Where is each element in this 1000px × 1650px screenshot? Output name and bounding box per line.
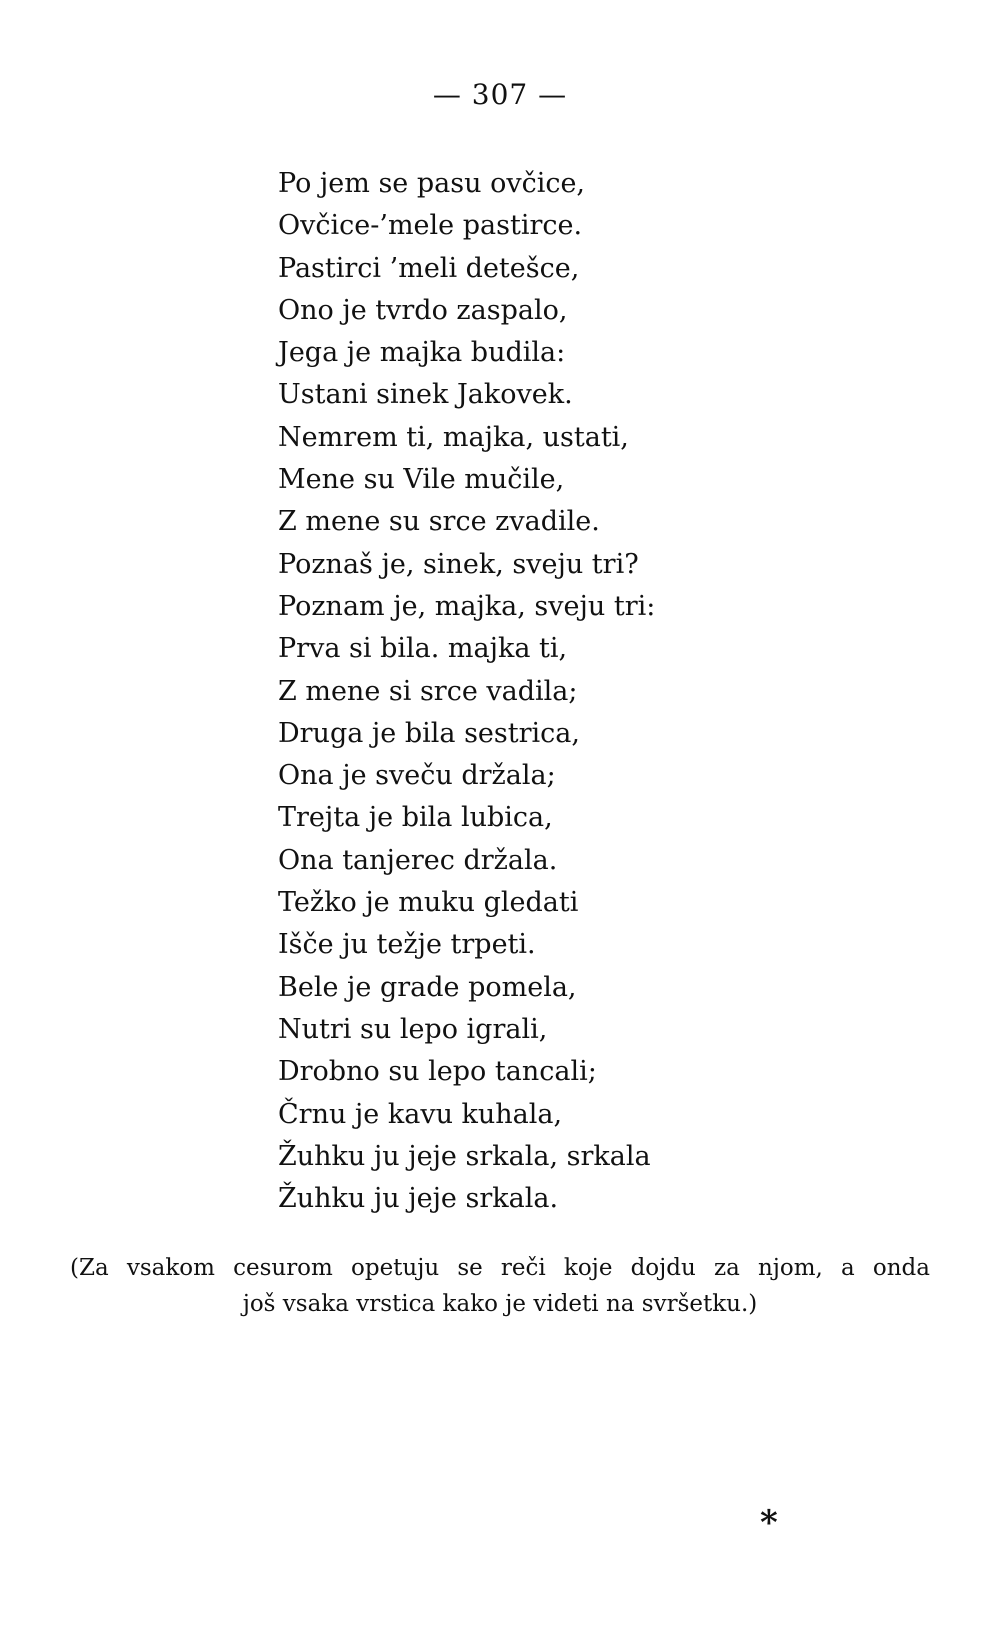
poem-line: Po jem se pasu ovčice, (278, 168, 586, 199)
poem-line: Žuhku ju jeje srkala. (278, 1183, 559, 1215)
poem-line: Ustani sinek Jakovek. (278, 379, 573, 411)
poem-line: Trejta je bila lubica, (278, 802, 553, 834)
poem-line: Ona tanjerec držala. (278, 844, 558, 876)
poem-line: Mene su Vile mučile, (278, 464, 565, 496)
poem-line: Drobno su lepo tancali; (278, 1056, 597, 1088)
poem-line: Poznaš je, sinek, sveju tri? (278, 548, 639, 580)
end-asterisk: * (760, 1503, 778, 1543)
poem-line: Z mene su srce zvadile. (278, 506, 600, 538)
poem-text (278, 163, 958, 1220)
note-line: još vsaka vrstica kako je videti na svršetku.) (242, 1291, 758, 1317)
poem-line: Išče ju težje trpeti. (278, 929, 536, 961)
poem-line: Ovčice-’mele pastirce. (278, 210, 583, 242)
poem-line: Z mene si srce vadila; (278, 675, 578, 707)
poem-line: Druga je bila sestrica, (278, 717, 580, 749)
poem-line: Nutri su lepo igrali, (278, 1013, 548, 1045)
poem-line: Črnu je kavu kuhala, (278, 1098, 563, 1130)
poem-line: Jega je majka budila: (278, 337, 566, 369)
poem-line: Žuhku ju jeje srkala, srkala (278, 1140, 651, 1172)
poem-line: Nemrem ti, majka, ustati, (278, 421, 629, 453)
editorial-note (70, 1250, 930, 1322)
page-number: — 307 — (432, 78, 568, 111)
poem-line: Ona je sveču držala; (278, 760, 556, 792)
poem-line: Ono je tvrdo zaspalo, (278, 294, 568, 326)
poem-line: Težko je muku gledati (278, 887, 579, 919)
poem-line: Prva si bila. majka ti, (278, 633, 568, 665)
poem-line: Bele je grade pomela, (278, 971, 577, 1003)
note-line: (Za vsakom cesurom opetuju se reči koje dojdu za njom, a onda (70, 1255, 930, 1281)
poem-line: Poznam je, majka, sveju tri: (278, 590, 656, 622)
poem-line: Pastirci ’meli detešce, (278, 252, 580, 284)
